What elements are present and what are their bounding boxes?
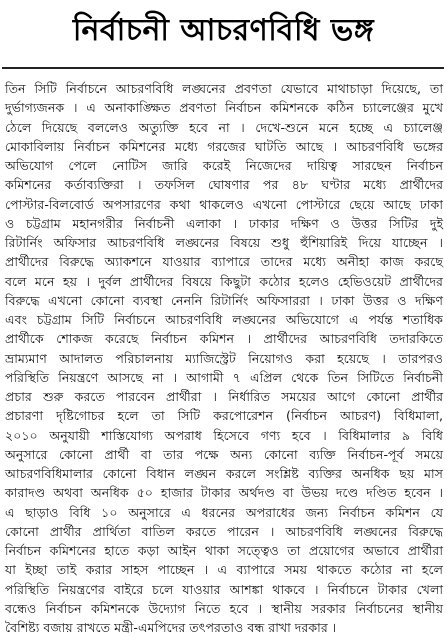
article-line: ও চট্টগ্রাম মহানগরীর নির্বাচনী এলাকা । ঢাকার দক্ষিণ ও উত্তর সিটির দুই: [5, 215, 443, 231]
article-line: প্রার্থীদের বিরুদ্ধে অ্যাকশনে যাওয়ার ব্যাপারে তাদের মধ্যে অনীহা কাজ করছে: [5, 254, 443, 270]
article-line: এ ছাড়াও বিধি ১০ অনুসারে এ ধরনের অপরাধের জন্য নির্বাচন কমিশন যে: [5, 504, 443, 520]
article-line: রিটার্নিং অফিসার আচরণবিধি লঙ্ঘনের বিষয়ে শুধু হুঁশিয়ারিই দিয়ে যাচ্ছেন ।: [5, 235, 443, 250]
article-line: দুর্ভাগ্যজনক । এ অনাকাঙ্ক্ষিত প্রবণতা নির্বাচন কমিশনকে কঠিন চ্যালেঞ্জের মুখে: [5, 100, 443, 116]
article-line: বৈশিষ্ট্য বজায় রাখতে মন্ত্রী-এমপিদের তৎপরতাও বন্ধ রাখা দরকার ।: [5, 620, 337, 635]
article-line: বিরুদ্ধে এখনো কোনো ব্যবস্থা নেননি রিটার্নিং অফিসাররা । ঢাকা উত্তর ও দক্ষিণ: [5, 292, 443, 308]
article-line: এবং চট্টগ্রাম সিটি নির্বাচনে আচরণবিধি লঙ্ঘনের অভিযোগে এ পর্যন্ত শতাধিক: [5, 312, 443, 327]
article-body: [5, 79, 443, 637]
article-line: ২০১০ অনুযায়ী শাস্তিযোগ্য অপরাধ হিসেবে গণ্য হবে । বিধিমালার ৯ বিধি: [5, 427, 443, 443]
article-line: পরিস্থিতি নিয়ন্ত্রণের বাইরে চলে যাওয়ার আশঙ্কা থাকবে । নির্বাচনে টাকার খেলা: [5, 581, 443, 597]
article-line: ভ্রাম্যমাণ আদালত পরিচালনায় ম্যাজিস্ট্রেট নিয়োগও করা হয়েছে । তারপরও: [5, 350, 443, 366]
article-line: কমিশনের কর্তাব্যক্তিরা । তফসিল ঘোষণার পর ৪৮ ঘণ্টার মধ্যে প্রার্থীদের: [5, 177, 443, 193]
article-line: মোকাবিলায় নির্বাচন কমিশনের মধ্যে গরজের ঘাটতি আছে । আচরণবিধি ভঙ্গের: [5, 138, 443, 154]
article-line: বন্ধেও নির্বাচন কমিশনকে উদ্যোগ নিতে হবে । স্থানীয় সরকার নির্বাচনের স্থানীয়: [5, 600, 443, 616]
article-line: পরিস্থিতি নিয়ন্ত্রণে আসছে না । আগামী ৭ এপ্রিল থেকে তিন সিটিতে নির্বাচনী: [5, 369, 443, 385]
article-line: কারাদণ্ড অথবা অনধিক ৫০ হাজার টাকার অর্থদণ্ড বা উভয় দণ্ডে দণ্ডিত হবেন ।: [5, 485, 443, 501]
article-line: পোস্টার-বিলবোর্ড অপসারণের কথা থাকলেও এখনো পোস্টারে ছেয়ে আছে ঢাকা: [5, 196, 443, 212]
article-line: অনুসারে কোনো প্রার্থী বা তার পক্ষে অন্য কোনো ব্যক্তি নির্বাচন-পূর্ব সময়ে: [5, 446, 443, 462]
article-line: আচরণবিধিমালার কোনো বিধান লঙ্ঘন করলে সংশ্লিষ্ট ব্যক্তির অনধিক ছয় মাস: [5, 466, 443, 481]
article-line: প্রার্থীকে শোকজ করেছে নির্বাচন কমিশন । প্রার্থীদের আচরণবিধি তদারকিতে: [5, 331, 443, 347]
article-line: প্রচার শুরু করতে পারবেন প্রার্থীরা । নির্ধারিত সময়ের আগে কোনো প্রার্থীর: [5, 389, 443, 404]
article-line: বলে মনে হয় । দুর্বল প্রার্থীদের বিষয়ে কিছুটা কঠোর হলেও হেভিওয়েট প্রার্থীদের: [5, 273, 443, 289]
article-line: ঠেলে দিয়েছে বললেও অত্যুক্তি হবে না । দেখে-শুনে মনে হচ্ছে এ চ্যালেঞ্জ: [5, 119, 443, 135]
article-line: যা ইচ্ছা তাই করার সাহস পাচ্ছেন । এ ব্যাপারে সময় থাকতে কঠোর না হলে: [5, 562, 443, 578]
article-line: তিন সিটি নির্বাচনে আচরণবিধি লঙ্ঘনের প্রবণতা যেভাবে মাথাচাড়া দিয়েছে, তা: [5, 81, 443, 96]
article-line: নির্বাচন কমিশনের হাতে কড়া আইন থাকা সত্ত্বেও তা প্রয়োগের অভাবে প্রার্থীরা: [5, 543, 443, 558]
article-line: কোনো প্রার্থীর প্রার্থিতা বাতিল করতে পারেন । আচরণবিধি লঙ্ঘনের বিরুদ্ধে: [5, 523, 443, 539]
article-line: অভিযোগ পেলে নোটিস জারি করেই নিজেদের দায়িত্ব সারছেন নির্বাচন: [5, 158, 443, 173]
article-line: প্রচারণা দৃষ্টিগোচর হলে তা সিটি করপোরেশন (নির্বাচন আচরণ) বিধিমালা,: [5, 408, 443, 424]
headline-divider: [2, 67, 444, 69]
headline: নির্বাচনী আচরণবিধি ভঙ্গ: [72, 13, 375, 48]
